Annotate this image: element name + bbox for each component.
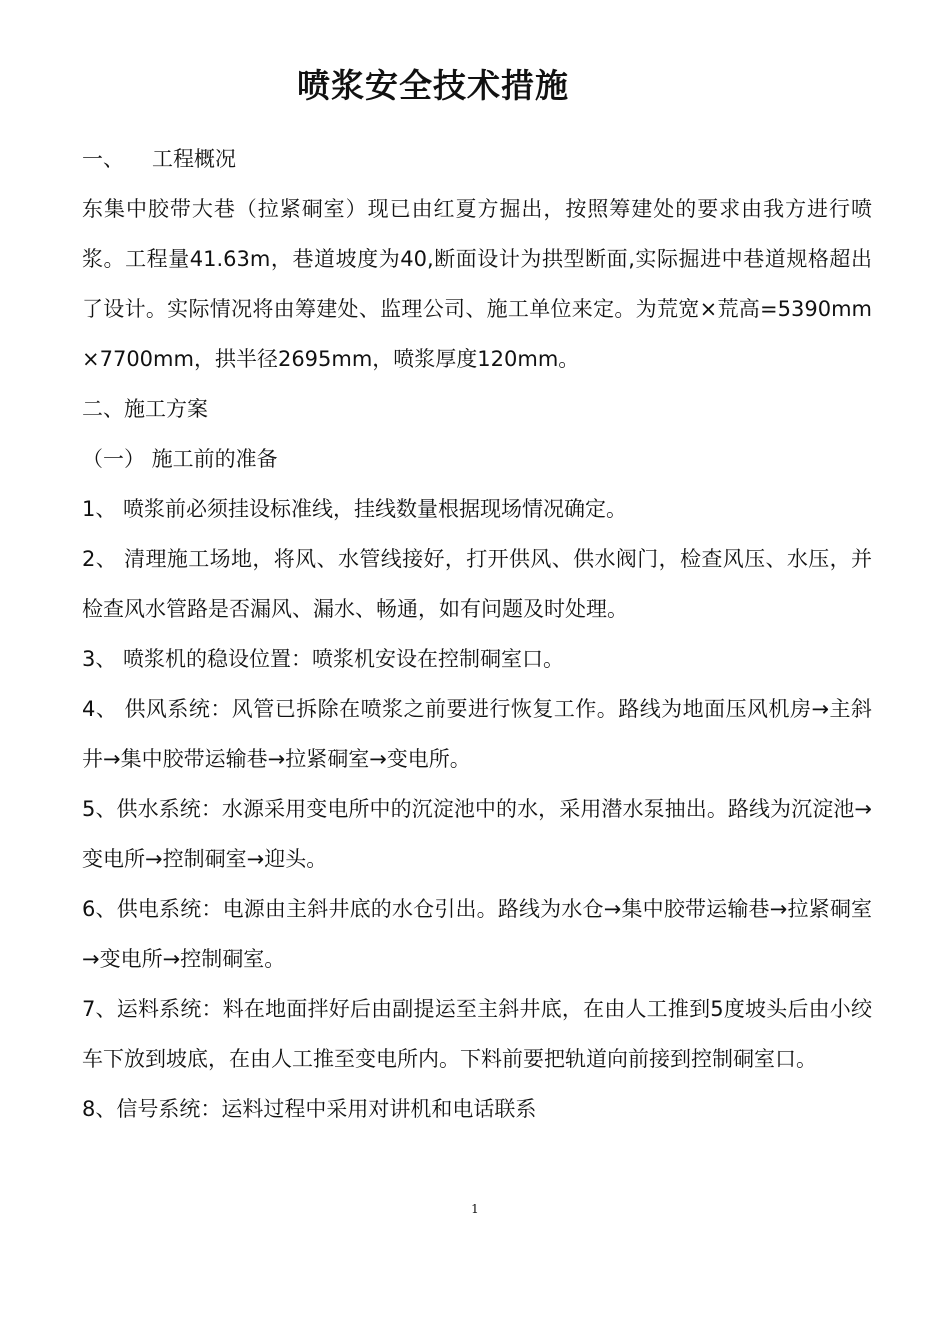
document-title: 喷浆安全技术措施 [297,66,569,105]
section-2-heading: 二、施工方案 [82,397,208,421]
list-item-6: 6、供电系统：电源由主斜井底的水仓引出。路线为水仓→集中胶带运输巷→拉紧硐室→变电所→控制硐室。 [82,897,872,971]
list-item-1: 1、 喷浆前必须挂设标准线，挂线数量根据现场情况确定。 [82,497,628,521]
list-item-4: 4、 供风系统：风管已拆除在喷浆之前要进行恢复工作。路线为地面压风机房→主斜井→集中胶带运输巷→拉紧硐室→变电所。 [82,697,872,771]
section-1-title: 工程概况 [152,147,236,171]
section-1-heading [82,134,872,184]
section-2-subheading: （一） 施工前的准备 [82,447,278,471]
section-1-paragraph: 东集中胶带大巷（拉紧硐室）现已由红夏方掘出，按照筹建处的要求由我方进行喷浆。工程量41.63m，巷道坡度为40,断面设计为拱型断面,实际掘进中巷道规格超出了设计。实际情况将由筹建处、监理公司、施工单位来定。为荒宽×荒高=5390mm×7700mm，拱半径2695mm，喷浆厚度120mm。 [82,197,872,371]
page-number: 1 [471,1202,479,1216]
list-item-2: 2、 清理施工场地，将风、水管线接好，打开供风、供水阀门，检查风压、水压，并检查风水管路是否漏风、漏水、畅通，如有问题及时处理。 [82,547,872,621]
section-1-number: 一、 [82,147,124,171]
list-item-3: 3、 喷浆机的稳设位置：喷浆机安设在控制硐室口。 [82,647,565,671]
list-item-5: 5、供水系统：水源采用变电所中的沉淀池中的水，采用潜水泵抽出。路线为沉淀池→变电所→控制硐室→迎头。 [82,797,872,871]
document-body [82,134,872,1134]
list-item-7: 7、运料系统：料在地面拌好后由副提运至主斜井底，在由人工推到5度坡头后由小绞车下放到坡底，在由人工推至变电所内。下料前要把轨道向前接到控制硐室口。 [82,997,872,1071]
list-item-8: 8、信号系统：运料过程中采用对讲机和电话联系 [82,1097,537,1121]
